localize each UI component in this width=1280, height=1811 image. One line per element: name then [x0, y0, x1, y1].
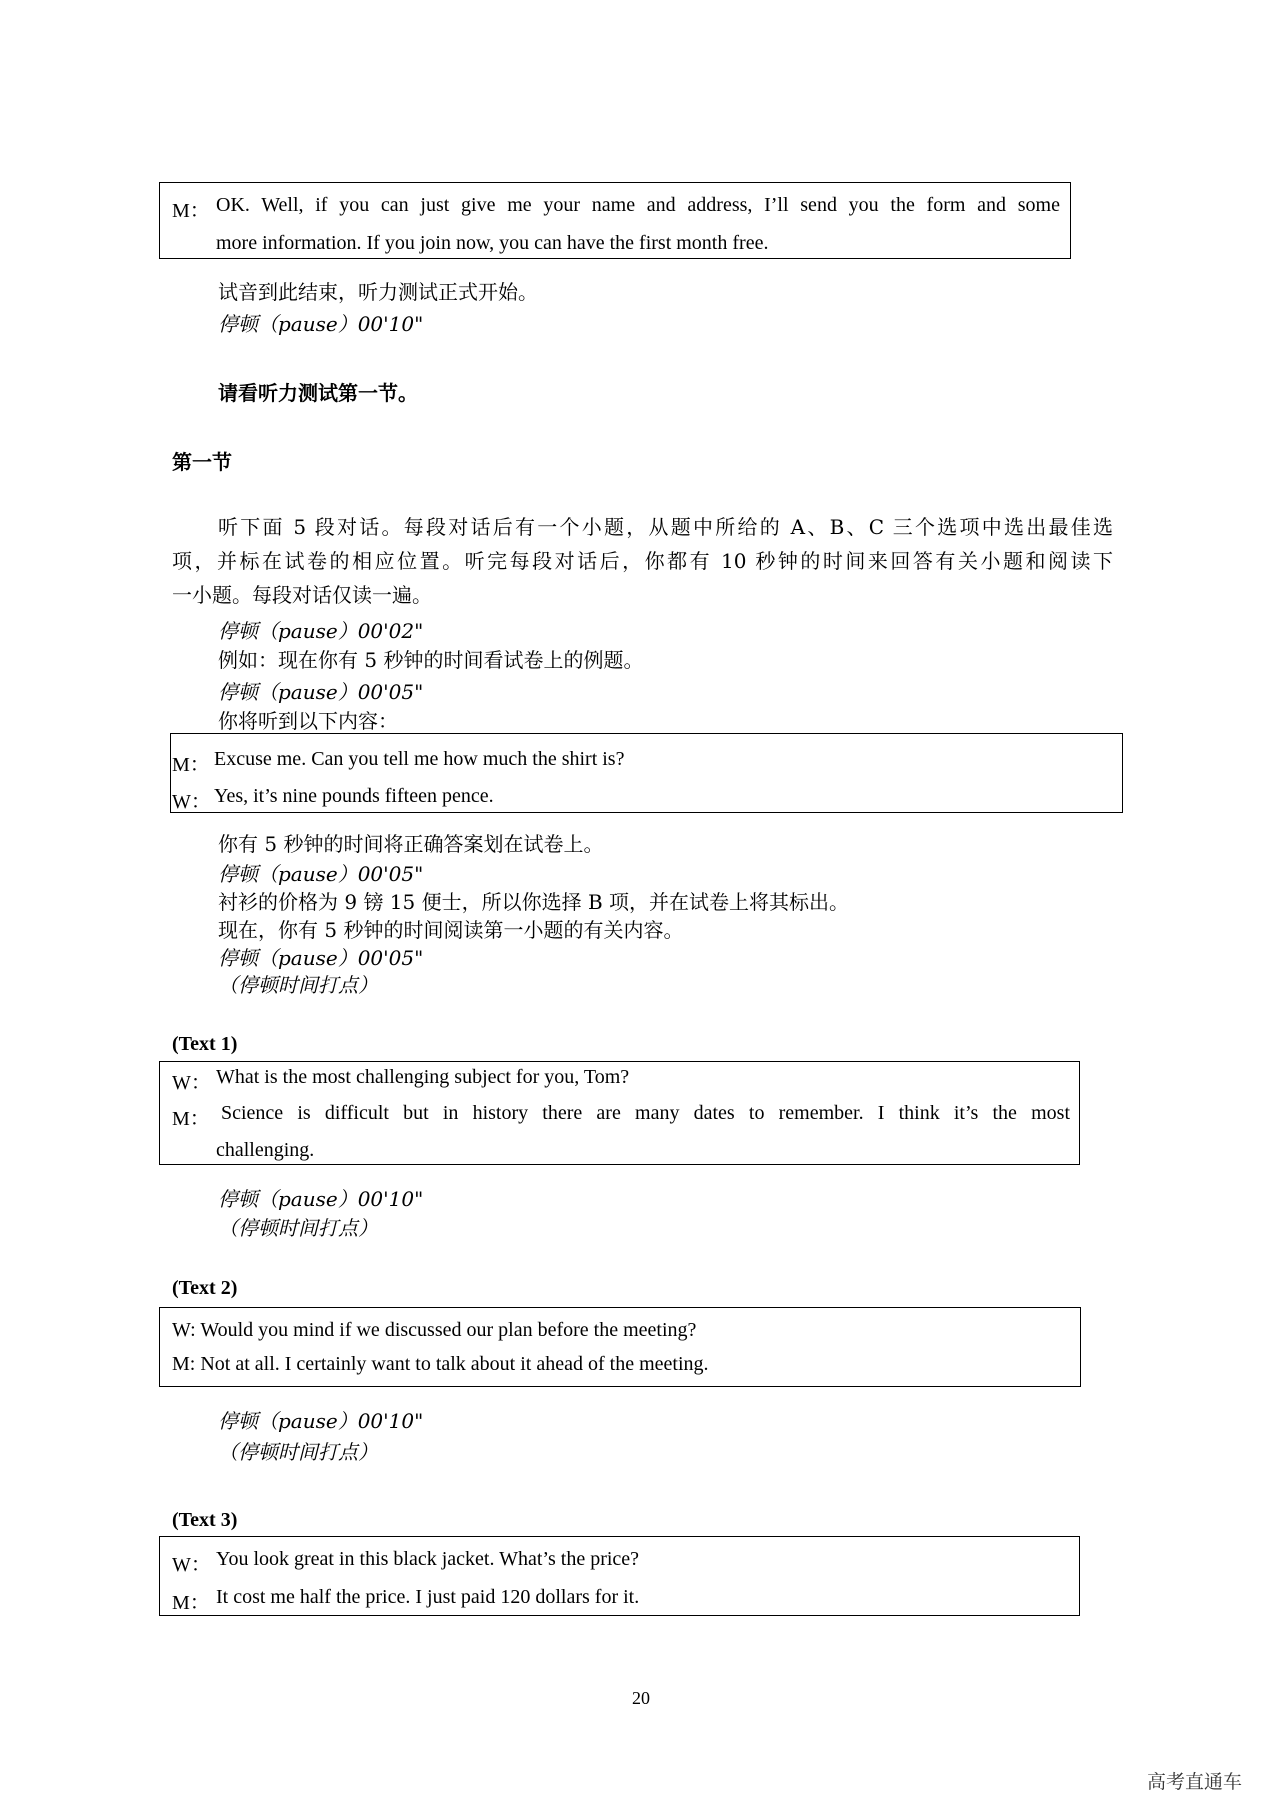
- read-first-text: 现在，你有 5 秒钟的时间阅读第一小题的有关内容。: [218, 918, 684, 942]
- pause-05-b: 停顿（pause）00'05": [218, 862, 424, 886]
- example-intro: 例如：现在你有 5 秒钟的时间看试卷上的例题。: [218, 648, 644, 672]
- text1-w-speaker: W：: [172, 1072, 211, 1094]
- text3-w-speaker: W：: [172, 1554, 211, 1576]
- pause-mark-example: （停顿时间打点）: [218, 973, 378, 997]
- text2-pause: 停顿（pause）00'10": [218, 1409, 424, 1433]
- example-w-text: Yes, it’s nine pounds fifteen pence.: [214, 785, 494, 807]
- example-m-speaker: M：: [172, 754, 210, 776]
- text2-line-1: W: Would you mind if we discussed our plan before the meeting?: [172, 1319, 697, 1341]
- instruction-line-2: 项，并标在试卷的相应位置。听完每段对话后，你都有 10 秒钟的时间来回答有关小题和阅读下: [172, 549, 1113, 573]
- pause-05-a: 停顿（pause）00'05": [218, 680, 424, 704]
- pause-10-intro: 停顿（pause）00'10": [218, 312, 424, 336]
- text3-m-text: It cost me half the price. I just paid 120 dollars for it.: [216, 1586, 640, 1608]
- instruction-line-3: 一小题。每段对话仅读一遍。: [172, 583, 432, 607]
- example-w-speaker: W：: [172, 791, 211, 813]
- mark-answer-text: 你有 5 秒钟的时间将正确答案划在试卷上。: [218, 832, 604, 856]
- text1-m-line-2: challenging.: [216, 1139, 315, 1161]
- text2-pause-mark: （停顿时间打点）: [218, 1440, 378, 1464]
- answer-explain-text: 衬衫的价格为 9 镑 15 便士，所以你选择 B 项，并在试卷上将其标出。: [218, 890, 850, 914]
- section-title: 第一节: [172, 450, 232, 474]
- text2-line-2: M: Not at all. I certainly want to talk about it ahead of the meeting.: [172, 1353, 709, 1375]
- text1-pause-mark: （停顿时间打点）: [218, 1216, 378, 1240]
- trial-end-text: 试音到此结束，听力测试正式开始。: [218, 280, 538, 304]
- pause-05-c: 停顿（pause）00'05": [218, 946, 424, 970]
- text1-w-text: What is the most challenging subject for you, Tom?: [216, 1066, 630, 1088]
- text1-heading: (Text 1): [172, 1033, 238, 1055]
- text2-heading: (Text 2): [172, 1277, 238, 1299]
- instruction-line-1: 听下面 5 段对话。每段对话后有一个小题，从题中所给的 A、B、C 三个选项中选出最佳选: [218, 515, 1113, 539]
- text3-w-text: You look great in this black jacket. What’s the price?: [216, 1548, 640, 1570]
- text1-pause: 停顿（pause）00'10": [218, 1187, 424, 1211]
- text3-m-speaker: M：: [172, 1592, 210, 1614]
- text1-m-speaker: M：: [172, 1108, 210, 1130]
- see-section-text: 请看听力测试第一节。: [218, 381, 418, 405]
- text3-heading: (Text 3): [172, 1509, 238, 1531]
- watermark-text: 高考直通车: [1147, 1771, 1243, 1793]
- intro-line-1: OK. Well, if you can just give me your name and address, I’ll send you the form and some: [216, 194, 1060, 216]
- intro-speaker: M：: [172, 200, 210, 222]
- text1-m-line-1: Science is difficult but in history there are many dates to remember. I think it’s the most: [221, 1102, 1070, 1124]
- will-hear-text: 你将听到以下内容：: [218, 709, 398, 733]
- example-m-text: Excuse me. Can you tell me how much the shirt is?: [214, 748, 625, 770]
- page-number: 20: [632, 1688, 650, 1708]
- pause-02: 停顿（pause）00'02": [218, 619, 424, 643]
- intro-line-2: more information. If you join now, you can have the first month free.: [216, 232, 769, 254]
